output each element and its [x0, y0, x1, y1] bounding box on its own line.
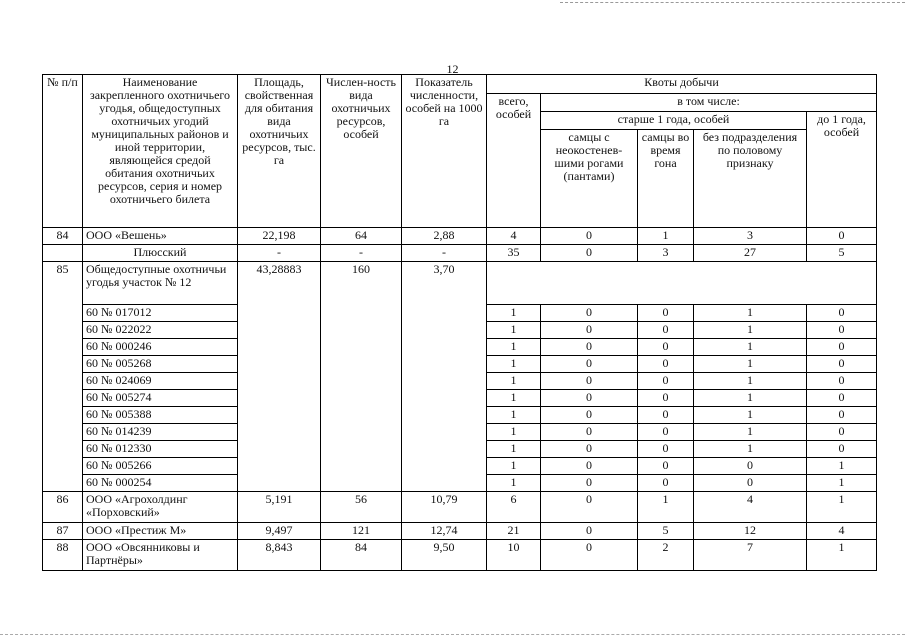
cell-count: -	[321, 245, 402, 262]
table-row-86	[43, 492, 877, 523]
cell-density: 10,79	[402, 492, 487, 523]
cell-ticket: 60 № 022022	[83, 322, 238, 339]
cell-under-1: 0	[807, 407, 877, 424]
cell-no-sex: 27	[694, 245, 807, 262]
hunting-quota-table	[42, 74, 877, 571]
header-no-sex: без подразделения по половому признаку	[694, 130, 807, 228]
cell-males-antlers: 0	[541, 373, 638, 390]
cell-under-1: 0	[807, 441, 877, 458]
cell-males-rut: 1	[638, 228, 694, 245]
cell-no-sex: 1	[694, 373, 807, 390]
cell-males-rut: 0	[638, 339, 694, 356]
cell-males-rut: 1	[638, 492, 694, 523]
cell-name: ООО «Агрохолдинг «Порховский»	[83, 492, 238, 523]
cell-no-sex: 1	[694, 305, 807, 322]
cell-no-sex: 1	[694, 356, 807, 373]
cell-no-sex: 7	[694, 540, 807, 571]
header-under-1: до 1 года, особей	[807, 112, 877, 228]
cell-males-rut: 0	[638, 475, 694, 492]
cell-males-rut: 0	[638, 441, 694, 458]
cell-area: 22,198	[238, 228, 321, 245]
cell-total: 1	[487, 339, 541, 356]
scan-edge-bottom	[0, 634, 905, 635]
header-males-antlers: самцы с неокостенев-шими рогами (пантами)	[541, 130, 638, 228]
cell-under-1: 0	[807, 424, 877, 441]
cell-no-sex: 1	[694, 407, 807, 424]
cell-density: 12,74	[402, 523, 487, 540]
cell-males-rut: 0	[638, 458, 694, 475]
cell-name: ООО «Овсянниковы и Партнёры»	[83, 540, 238, 571]
cell-males-antlers: 0	[541, 458, 638, 475]
cell-under-1: 1	[807, 458, 877, 475]
table-row-85	[43, 262, 877, 305]
cell-name: ООО «Вешень»	[83, 228, 238, 245]
cell-num-empty	[43, 245, 83, 262]
cell-under-1: 5	[807, 245, 877, 262]
table-row-88	[43, 540, 877, 571]
cell-area: -	[238, 245, 321, 262]
header-num: № п/п	[43, 75, 83, 228]
header-name: Наименование закрепленного охотничьего угодья, общедоступных охотничьих угодий муниципальных районов и иной территории, являющейся средой обитания охотничьих ресурсов, серия и номер охотничьего билета	[83, 75, 238, 228]
cell-num: 87	[43, 523, 83, 540]
cell-under-1: 0	[807, 322, 877, 339]
page-number: 12	[446, 62, 459, 76]
cell-no-sex: 1	[694, 339, 807, 356]
cell-males-antlers: 0	[541, 441, 638, 458]
cell-total: 4	[487, 228, 541, 245]
cell-name: ООО «Престиж М»	[83, 523, 238, 540]
cell-total: 1	[487, 475, 541, 492]
cell-males-rut: 0	[638, 373, 694, 390]
cell-males-rut: 0	[638, 390, 694, 407]
cell-no-sex: 0	[694, 475, 807, 492]
cell-name: Плюсский	[83, 245, 238, 262]
cell-no-sex: 3	[694, 228, 807, 245]
cell-males-antlers: 0	[541, 356, 638, 373]
cell-count: 56	[321, 492, 402, 523]
cell-males-antlers: 0	[541, 322, 638, 339]
cell-no-sex: 12	[694, 523, 807, 540]
cell-total: 1	[487, 373, 541, 390]
cell-ticket: 60 № 005388	[83, 407, 238, 424]
cell-ticket: 60 № 005266	[83, 458, 238, 475]
cell-area: 43,28883	[238, 262, 321, 492]
cell-no-sex: 4	[694, 492, 807, 523]
cell-total: 1	[487, 322, 541, 339]
cell-males-antlers: 0	[541, 424, 638, 441]
cell-quota-blank	[487, 262, 877, 305]
header-total: всего, особей	[487, 94, 541, 228]
cell-males-rut: 0	[638, 356, 694, 373]
cell-num: 84	[43, 228, 83, 245]
cell-males-antlers: 0	[541, 407, 638, 424]
cell-no-sex: 1	[694, 441, 807, 458]
cell-count: 121	[321, 523, 402, 540]
cell-ticket: 60 № 024069	[83, 373, 238, 390]
cell-no-sex: 1	[694, 424, 807, 441]
cell-males-antlers: 0	[541, 228, 638, 245]
cell-under-1: 0	[807, 373, 877, 390]
header-count: Числен-ность вида охотничьих ресурсов, особей	[321, 75, 402, 228]
cell-males-rut: 0	[638, 305, 694, 322]
cell-under-1: 0	[807, 356, 877, 373]
cell-under-1: 1	[807, 492, 877, 523]
cell-area: 5,191	[238, 492, 321, 523]
cell-no-sex: 1	[694, 322, 807, 339]
cell-total: 6	[487, 492, 541, 523]
cell-ticket: 60 № 014239	[83, 424, 238, 441]
header-area: Площадь, свойственная для обитания вида охотничьих ресурсов, тыс. га	[238, 75, 321, 228]
cell-males-rut: 0	[638, 424, 694, 441]
cell-ticket: 60 № 000246	[83, 339, 238, 356]
cell-males-rut: 0	[638, 322, 694, 339]
cell-total: 1	[487, 390, 541, 407]
cell-males-rut: 0	[638, 407, 694, 424]
cell-density: 2,88	[402, 228, 487, 245]
table-row-plyussky-total	[43, 245, 877, 262]
cell-density: 9,50	[402, 540, 487, 571]
cell-under-1: 0	[807, 339, 877, 356]
cell-area: 9,497	[238, 523, 321, 540]
header-row-1	[43, 75, 877, 94]
cell-males-antlers: 0	[541, 339, 638, 356]
cell-males-antlers: 0	[541, 540, 638, 571]
header-quotas: Квоты добычи	[487, 75, 877, 94]
table-row-84	[43, 228, 877, 245]
cell-under-1: 0	[807, 228, 877, 245]
cell-ticket: 60 № 017012	[83, 305, 238, 322]
cell-total: 10	[487, 540, 541, 571]
cell-males-rut: 5	[638, 523, 694, 540]
cell-males-rut: 2	[638, 540, 694, 571]
cell-males-antlers: 0	[541, 390, 638, 407]
header-older-than-1: старше 1 года, особей	[541, 112, 807, 130]
cell-total: 1	[487, 305, 541, 322]
cell-num: 86	[43, 492, 83, 523]
cell-total: 1	[487, 458, 541, 475]
cell-under-1: 0	[807, 390, 877, 407]
cell-total: 1	[487, 407, 541, 424]
header-density: Показатель численности, особей на 1000 га	[402, 75, 487, 228]
cell-males-antlers: 0	[541, 492, 638, 523]
cell-total: 1	[487, 441, 541, 458]
cell-males-rut: 3	[638, 245, 694, 262]
cell-total: 1	[487, 424, 541, 441]
cell-num: 88	[43, 540, 83, 571]
cell-total: 21	[487, 523, 541, 540]
cell-density: 3,70	[402, 262, 487, 492]
cell-area: 8,843	[238, 540, 321, 571]
cell-males-antlers: 0	[541, 305, 638, 322]
cell-males-antlers: 0	[541, 245, 638, 262]
cell-density: -	[402, 245, 487, 262]
cell-under-1: 0	[807, 305, 877, 322]
cell-males-antlers: 0	[541, 523, 638, 540]
cell-ticket: 60 № 005274	[83, 390, 238, 407]
cell-ticket: 60 № 005268	[83, 356, 238, 373]
cell-ticket: 60 № 000254	[83, 475, 238, 492]
cell-name: Общедоступные охотничьи угодья участок № 12	[83, 262, 238, 305]
cell-ticket: 60 № 012330	[83, 441, 238, 458]
header-males-rut: самцы во время гона	[638, 130, 694, 228]
cell-under-1: 1	[807, 475, 877, 492]
cell-males-antlers: 0	[541, 475, 638, 492]
scan-edge-top	[560, 2, 905, 3]
cell-no-sex: 0	[694, 458, 807, 475]
cell-num: 85	[43, 262, 83, 492]
cell-total: 35	[487, 245, 541, 262]
cell-under-1: 4	[807, 523, 877, 540]
cell-count: 160	[321, 262, 402, 492]
cell-total: 1	[487, 356, 541, 373]
cell-under-1: 1	[807, 540, 877, 571]
cell-count: 64	[321, 228, 402, 245]
cell-count: 84	[321, 540, 402, 571]
header-including: в том числе:	[541, 94, 877, 112]
cell-no-sex: 1	[694, 390, 807, 407]
table-row-87	[43, 523, 877, 540]
